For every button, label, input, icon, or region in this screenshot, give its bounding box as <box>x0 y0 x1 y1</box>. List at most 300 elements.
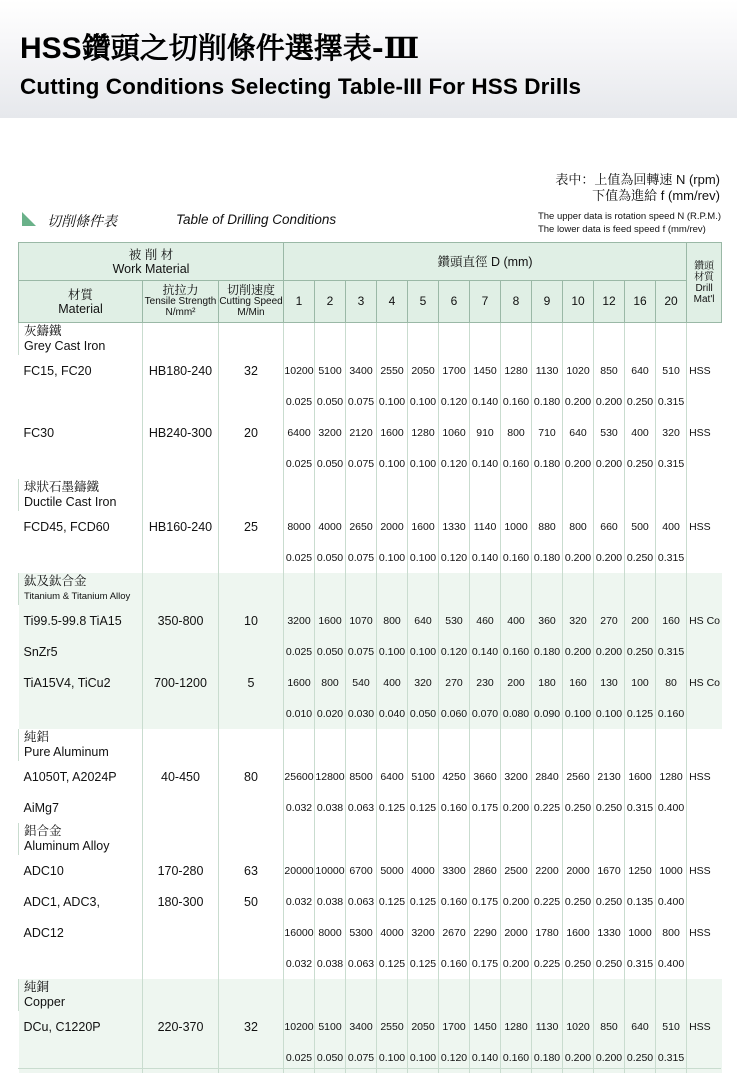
value-cell: 0.100 <box>408 542 439 573</box>
empty-cell <box>377 323 408 356</box>
empty-cell <box>408 823 439 855</box>
value-cell: 0.250 <box>625 1042 656 1073</box>
empty-cell <box>408 729 439 761</box>
group-name <box>19 979 143 1011</box>
value-cell: 0.180 <box>532 636 563 667</box>
value-cell: 160 <box>656 605 687 636</box>
legend-zh <box>555 172 720 204</box>
value-cell: 510 <box>656 355 687 386</box>
diameter-header: 鑽頭直徑 D (mm) <box>284 243 687 281</box>
value-cell: 540 <box>346 667 377 698</box>
value-cell: 0.180 <box>532 386 563 417</box>
table-bottom-rule <box>18 1068 721 1069</box>
tensile-cell <box>143 636 219 667</box>
value-cell: 1450 <box>470 1011 501 1042</box>
value-cell: 6400 <box>284 417 315 448</box>
section-marker-icon <box>22 212 36 226</box>
diameter-5: 5 <box>408 281 439 323</box>
empty-cell <box>408 479 439 511</box>
value-cell: 0.140 <box>470 448 501 479</box>
tensile-cell <box>143 792 219 823</box>
value-cell: 0.100 <box>377 448 408 479</box>
value-cell: 3400 <box>346 1011 377 1042</box>
empty-cell <box>687 573 722 605</box>
value-cell: 0.315 <box>625 948 656 979</box>
speed-cell: 25 <box>219 511 284 542</box>
table-row <box>19 855 722 886</box>
value-cell: 0.125 <box>408 948 439 979</box>
table-row <box>19 448 722 479</box>
empty-cell <box>377 479 408 511</box>
speed-cell: 10 <box>219 605 284 636</box>
value-cell: 5000 <box>377 855 408 886</box>
empty-cell <box>470 979 501 1011</box>
value-cell: 880 <box>532 511 563 542</box>
value-cell: 8000 <box>315 917 346 948</box>
empty-cell <box>532 573 563 605</box>
value-cell: 2550 <box>377 355 408 386</box>
drill-mat-cell <box>687 636 722 667</box>
material-zh: 材質 <box>67 287 93 302</box>
value-cell: 0.200 <box>501 886 532 917</box>
material-cell: DCu, C1220P <box>19 1011 143 1042</box>
value-cell: 0.315 <box>656 1042 687 1073</box>
group-header-row <box>19 979 722 1011</box>
value-cell: 0.040 <box>377 698 408 729</box>
value-cell: 0.125 <box>625 698 656 729</box>
group-header-row <box>19 573 722 605</box>
value-cell: 1700 <box>439 1011 470 1042</box>
value-cell: 0.020 <box>315 698 346 729</box>
value-cell: 0.250 <box>563 948 594 979</box>
value-cell: 0.160 <box>656 698 687 729</box>
value-cell: 2500 <box>501 855 532 886</box>
value-cell: 0.075 <box>346 636 377 667</box>
drill-mat-en2: Mat'l <box>693 293 715 305</box>
speed-cell <box>219 636 284 667</box>
value-cell: 2860 <box>470 855 501 886</box>
value-cell: 0.120 <box>439 636 470 667</box>
table-row <box>19 886 722 917</box>
value-cell: 0.038 <box>315 792 346 823</box>
table-row <box>19 917 722 948</box>
empty-cell <box>284 729 315 761</box>
value-cell: 0.100 <box>377 1042 408 1073</box>
group-name-zh: 灰鑄鐵 <box>24 324 62 338</box>
tensile-cell <box>143 542 219 573</box>
empty-cell <box>439 823 470 855</box>
empty-cell <box>594 729 625 761</box>
value-cell: 0.075 <box>346 1042 377 1073</box>
value-cell: 400 <box>625 417 656 448</box>
table-row <box>19 355 722 386</box>
value-cell: 270 <box>594 605 625 636</box>
value-cell: 0.135 <box>625 886 656 917</box>
group-name-zh: 球狀石墨鑄鐵 <box>24 480 100 494</box>
value-cell: 0.140 <box>470 542 501 573</box>
value-cell: 530 <box>594 417 625 448</box>
value-cell: 0.050 <box>315 636 346 667</box>
empty-cell <box>439 979 470 1011</box>
value-cell: 0.250 <box>625 386 656 417</box>
speed-cell <box>219 917 284 948</box>
value-cell: 1130 <box>532 1011 563 1042</box>
value-cell: 0.100 <box>377 386 408 417</box>
value-cell: 2290 <box>470 917 501 948</box>
value-cell: 800 <box>377 605 408 636</box>
value-cell: 0.063 <box>346 948 377 979</box>
value-cell: 0.400 <box>656 792 687 823</box>
value-cell: 0.250 <box>625 542 656 573</box>
value-cell: 400 <box>377 667 408 698</box>
diameter-20: 20 <box>656 281 687 323</box>
value-cell: 0.025 <box>284 448 315 479</box>
value-cell: 0.025 <box>284 636 315 667</box>
value-cell: 2840 <box>532 761 563 792</box>
empty-cell <box>315 323 346 356</box>
legend-zh-line2: 下值為進給 f (mm/rev) <box>592 188 720 203</box>
empty-cell <box>687 729 722 761</box>
empty-cell <box>687 979 722 1011</box>
value-cell: 2550 <box>377 1011 408 1042</box>
empty-cell <box>284 323 315 356</box>
drill-mat-cell <box>687 886 722 917</box>
material-cell: TiA15V4, TiCu2 <box>19 667 143 698</box>
value-cell: 0.140 <box>470 1042 501 1073</box>
empty-cell <box>315 823 346 855</box>
group-name-en: Copper <box>24 995 65 1009</box>
table-row <box>19 511 722 542</box>
material-cell: AiMg7 <box>23 800 59 815</box>
value-cell: 0.200 <box>563 636 594 667</box>
empty-cell <box>346 479 377 511</box>
empty-cell <box>563 823 594 855</box>
empty-cell <box>377 979 408 1011</box>
value-cell: 0.225 <box>532 948 563 979</box>
value-cell: 710 <box>532 417 563 448</box>
value-cell: 6400 <box>377 761 408 792</box>
empty-cell <box>532 729 563 761</box>
value-cell: 0.250 <box>594 792 625 823</box>
speed-cell <box>219 542 284 573</box>
empty-cell <box>625 479 656 511</box>
value-cell: 8500 <box>346 761 377 792</box>
value-cell: 1600 <box>377 417 408 448</box>
table-row <box>19 948 722 979</box>
table-row <box>19 417 722 448</box>
value-cell: 800 <box>315 667 346 698</box>
empty-cell <box>143 323 219 356</box>
value-cell: 800 <box>501 417 532 448</box>
value-cell: 800 <box>656 917 687 948</box>
value-cell: 0.100 <box>377 636 408 667</box>
value-cell: 1600 <box>284 667 315 698</box>
value-cell: 1130 <box>532 355 563 386</box>
empty-cell <box>563 573 594 605</box>
value-cell: 0.030 <box>346 698 377 729</box>
value-cell: 0.200 <box>594 636 625 667</box>
value-cell: 0.200 <box>501 948 532 979</box>
empty-cell <box>532 479 563 511</box>
value-cell: 0.200 <box>501 792 532 823</box>
tensile-cell: 170-280 <box>143 855 219 886</box>
group-name-zh: 鈦及鈦合金 <box>24 574 87 588</box>
value-cell: 0.140 <box>470 386 501 417</box>
value-cell: 4000 <box>377 917 408 948</box>
group-header-row <box>19 479 722 511</box>
value-cell: 0.090 <box>532 698 563 729</box>
value-cell: 1600 <box>315 605 346 636</box>
value-cell: 3400 <box>346 355 377 386</box>
value-cell: 0.200 <box>594 542 625 573</box>
empty-cell <box>656 979 687 1011</box>
value-cell: 910 <box>470 417 501 448</box>
page-title-en: Cutting Conditions Selecting Table-III For HSS Drills <box>20 74 582 99</box>
tensile-cell: 350-800 <box>143 605 219 636</box>
diameter-6: 6 <box>439 281 470 323</box>
value-cell: 3200 <box>408 917 439 948</box>
tensile-cell: 220-370 <box>143 1011 219 1042</box>
empty-cell <box>408 573 439 605</box>
table-row <box>19 636 722 667</box>
value-cell: 0.010 <box>284 698 315 729</box>
material-cell: ADC12 <box>23 925 64 940</box>
value-cell: 160 <box>563 667 594 698</box>
tensile-zh: 抗拉力 <box>162 283 199 297</box>
empty-cell <box>470 573 501 605</box>
value-cell: 1330 <box>594 917 625 948</box>
value-cell: 0.100 <box>408 636 439 667</box>
diameter-7: 7 <box>470 281 501 323</box>
value-cell: 10200 <box>284 355 315 386</box>
group-name-en: Ductile Cast Iron <box>24 495 117 509</box>
value-cell: 850 <box>594 1011 625 1042</box>
drill-mat-cell <box>687 792 722 823</box>
value-cell: 0.050 <box>315 448 346 479</box>
value-cell: 1000 <box>625 917 656 948</box>
diameter-1: 1 <box>284 281 315 323</box>
value-cell: 16000 <box>284 917 315 948</box>
header-band <box>0 0 737 118</box>
speed-cell: 5 <box>219 667 284 698</box>
empty-cell <box>501 573 532 605</box>
value-cell: 0.180 <box>532 542 563 573</box>
value-cell: 530 <box>439 605 470 636</box>
value-cell: 12800 <box>315 761 346 792</box>
drill-mat-cell: HSS <box>687 761 722 792</box>
value-cell: 0.025 <box>284 1042 315 1073</box>
value-cell: 0.200 <box>594 1042 625 1073</box>
speed-cell <box>219 448 284 479</box>
material-cell: FC15, FC20 <box>23 363 92 378</box>
value-cell: 0.200 <box>594 386 625 417</box>
group-name-zh: 純銅 <box>24 980 50 994</box>
empty-cell <box>625 823 656 855</box>
value-cell: 0.250 <box>625 448 656 479</box>
speed-cell: 80 <box>219 761 284 792</box>
value-cell: 0.063 <box>346 792 377 823</box>
group-name-zh: 純鋁 <box>24 730 50 744</box>
value-cell: 4000 <box>315 511 346 542</box>
group-name-en: Grey Cast Iron <box>24 339 106 353</box>
value-cell: 0.100 <box>563 698 594 729</box>
value-cell: 0.315 <box>656 636 687 667</box>
drill-mat-cell: HSS <box>687 1011 722 1042</box>
value-cell: 0.160 <box>501 542 532 573</box>
value-cell: 0.160 <box>439 886 470 917</box>
empty-cell <box>284 979 315 1011</box>
group-name <box>19 479 143 511</box>
value-cell: 0.050 <box>315 1042 346 1073</box>
empty-cell <box>346 729 377 761</box>
value-cell: 0.025 <box>284 542 315 573</box>
value-cell: 1280 <box>656 761 687 792</box>
material-cell: SnZr5 <box>19 636 143 667</box>
value-cell: 0.038 <box>315 886 346 917</box>
empty-cell <box>143 823 219 855</box>
value-cell: 3300 <box>439 855 470 886</box>
tensile-en: Tensile Strength <box>144 296 217 307</box>
tensile-cell <box>143 698 219 729</box>
value-cell: 1670 <box>594 855 625 886</box>
empty-cell <box>501 979 532 1011</box>
diameter-9: 9 <box>532 281 563 323</box>
empty-cell <box>656 323 687 356</box>
value-cell: 4250 <box>439 761 470 792</box>
work-material-zh: 被 削 材 <box>128 247 174 262</box>
empty-cell <box>284 573 315 605</box>
material-cell: ADC1, ADC3, <box>23 894 100 909</box>
material-cell: A1050T, A2024P <box>23 769 117 784</box>
value-cell: 0.120 <box>439 542 470 573</box>
legend-zh-line1: 表中：上值為回轉速 N (rpm) <box>555 172 720 187</box>
tensile-cell: HB160-240 <box>143 511 219 542</box>
value-cell: 0.315 <box>656 542 687 573</box>
value-cell: 1700 <box>439 355 470 386</box>
empty-cell <box>532 979 563 1011</box>
value-cell: 0.160 <box>501 636 532 667</box>
value-cell: 20000 <box>284 855 315 886</box>
empty-cell <box>219 823 284 855</box>
drill-mat-cell: HSS <box>687 511 722 542</box>
value-cell: 0.200 <box>563 448 594 479</box>
value-cell: 0.063 <box>346 886 377 917</box>
empty-cell <box>143 979 219 1011</box>
value-cell: 2120 <box>346 417 377 448</box>
value-cell: 4000 <box>408 855 439 886</box>
empty-cell <box>625 573 656 605</box>
value-cell: 0.160 <box>501 386 532 417</box>
empty-cell <box>219 979 284 1011</box>
value-cell: 200 <box>501 667 532 698</box>
value-cell: 2050 <box>408 355 439 386</box>
empty-cell <box>687 323 722 356</box>
speed-cell <box>219 792 284 823</box>
diameter-10: 10 <box>563 281 594 323</box>
drill-mat-cell <box>687 386 722 417</box>
value-cell: 0.038 <box>315 948 346 979</box>
material-cell <box>19 698 143 729</box>
value-cell: 320 <box>563 605 594 636</box>
value-cell: 0.032 <box>284 886 315 917</box>
group-header-row <box>19 323 722 356</box>
diameter-4: 4 <box>377 281 408 323</box>
group-name <box>19 729 143 761</box>
empty-cell <box>377 729 408 761</box>
value-cell: 0.250 <box>594 948 625 979</box>
value-cell: 0.120 <box>439 386 470 417</box>
value-cell: 640 <box>563 417 594 448</box>
value-cell: 2200 <box>532 855 563 886</box>
empty-cell <box>284 823 315 855</box>
empty-cell <box>315 479 346 511</box>
group-header-row <box>19 729 722 761</box>
value-cell: 8000 <box>284 511 315 542</box>
value-cell: 3200 <box>501 761 532 792</box>
value-cell: 0.175 <box>470 792 501 823</box>
value-cell: 660 <box>594 511 625 542</box>
tensile-cell: 700-1200 <box>143 667 219 698</box>
table-row <box>19 792 722 823</box>
value-cell: 0.032 <box>284 792 315 823</box>
value-cell: 0.100 <box>594 698 625 729</box>
empty-cell <box>501 479 532 511</box>
title-zh-text: 鑽頭之切削條件選擇表-Ⅲ <box>81 31 420 65</box>
empty-cell <box>219 729 284 761</box>
value-cell: 0.075 <box>346 448 377 479</box>
value-cell: 1600 <box>563 917 594 948</box>
group-name-en: Pure Aluminum <box>24 745 109 759</box>
group-name <box>19 573 143 605</box>
value-cell: 5300 <box>346 917 377 948</box>
empty-cell <box>377 573 408 605</box>
material-cell: Ti99.5-99.8 TiA15 <box>19 605 143 636</box>
value-cell: 0.175 <box>470 948 501 979</box>
table-row <box>19 667 722 698</box>
value-cell: 0.400 <box>656 886 687 917</box>
tensile-cell: 180-300 <box>143 886 219 917</box>
value-cell: 400 <box>501 605 532 636</box>
value-cell: 0.200 <box>563 1042 594 1073</box>
value-cell: 1000 <box>656 855 687 886</box>
value-cell: 270 <box>439 667 470 698</box>
value-cell: 0.100 <box>408 386 439 417</box>
empty-cell <box>439 729 470 761</box>
legend-en-line1: The upper data is rotation speed N (R.P.M.) <box>537 211 721 222</box>
speed-cell <box>219 948 284 979</box>
value-cell: 0.250 <box>563 792 594 823</box>
empty-cell <box>687 823 722 855</box>
value-cell: 2560 <box>563 761 594 792</box>
material-group <box>19 573 722 729</box>
value-cell: 1280 <box>408 417 439 448</box>
drill-mat-cell: HS Co <box>687 667 722 698</box>
drill-mat-cell: HSS <box>687 417 722 448</box>
table-row <box>19 761 722 792</box>
table-row <box>19 698 722 729</box>
material-cell <box>19 542 143 573</box>
drill-mat-zh: 鑽頭材質 <box>694 260 715 283</box>
value-cell: 400 <box>656 511 687 542</box>
empty-cell <box>563 979 594 1011</box>
value-cell: 1250 <box>625 855 656 886</box>
drill-mat-cell: HSS <box>687 355 722 386</box>
value-cell: 2000 <box>377 511 408 542</box>
value-cell: 0.060 <box>439 698 470 729</box>
drill-mat-cell <box>687 542 722 573</box>
value-cell: 0.200 <box>563 542 594 573</box>
value-cell: 3660 <box>470 761 501 792</box>
